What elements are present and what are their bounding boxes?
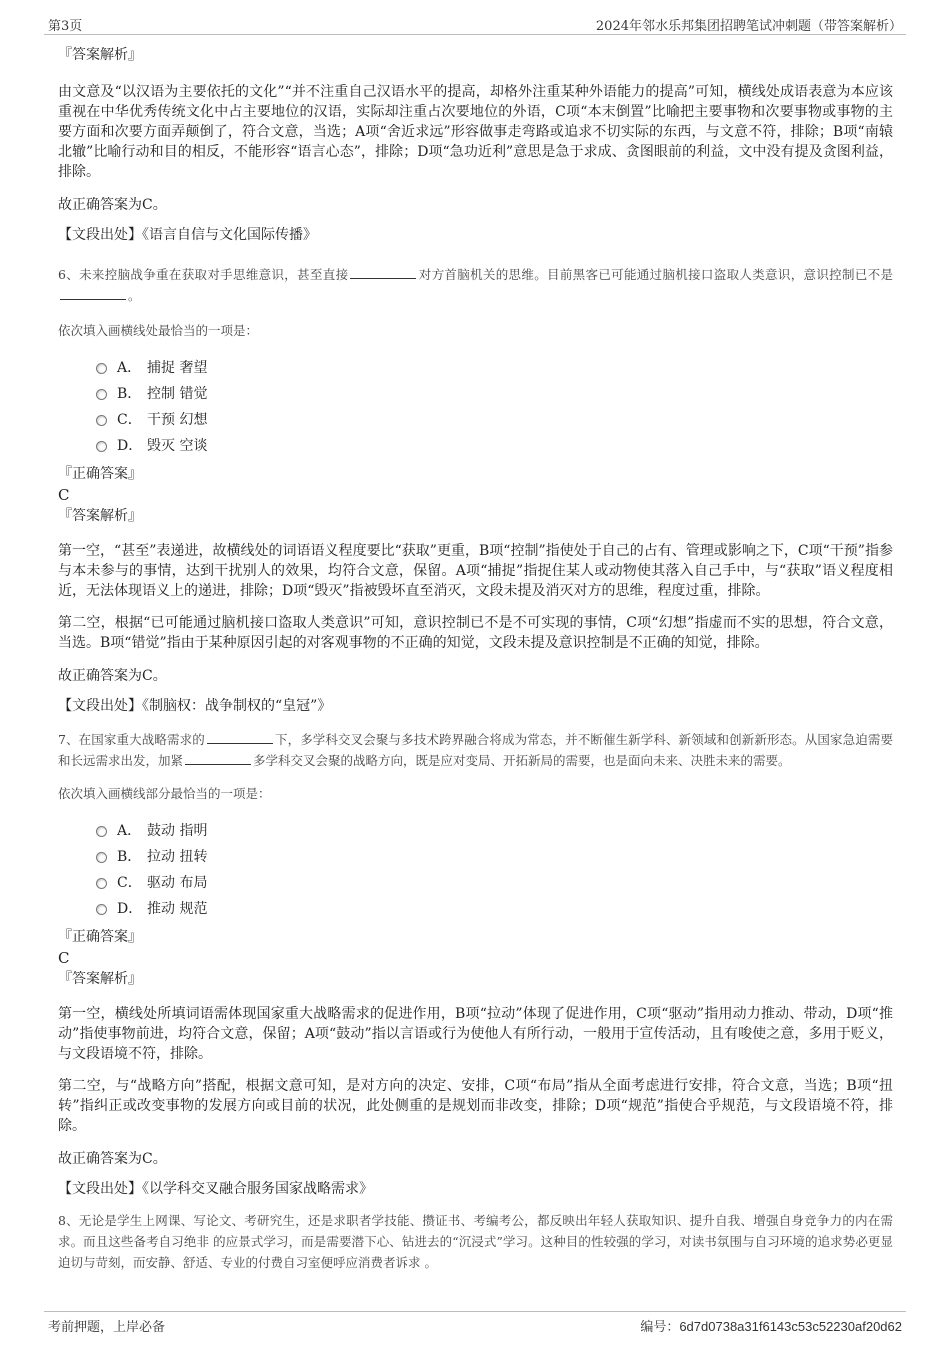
q7-analysis-label: 『答案解析』 (58, 971, 142, 987)
q5-analysis-text: 由文意及“以汉语为主要依托的文化”“并不注重自己汉语水平的提高，却格外注重某种外语能力的提高”可知，横线处成语表意为本应该重视在中华优秀传统文化中占主要地位的汉语，实际却注重占次要地位的外语，C项“本末倒置”比喻把主要事物和次要事物或事物的主要方面和次要方面弄颠倒了，符合文意，当选；A项“舍近求远”形容做事走弯路或追求不切实际的东西，与文意不符，排除；B项“南辕北辙”比喻行动和目的相反，不能形容“语言心态”，排除；D项“急功近利”意思是急于求成、贪图眼前的利益，文中没有提及贪图利益，排除。 (58, 84, 893, 180)
page-footer (44, 1311, 906, 1336)
q6-source: 【文段出处】《制脑权：战争制权的“皇冠”》 (58, 698, 332, 714)
q7-source: 【文段出处】《以学科交叉融合服务国家战略需求》 (58, 1181, 373, 1197)
radio-icon[interactable] (96, 363, 107, 374)
q7-correct-label: 『正确答案』 (58, 929, 142, 945)
q7-prompt: 依次填入画横线部分最恰当的一项是： (58, 786, 271, 801)
option-c[interactable]: C． 干预 幻想 (96, 407, 893, 433)
radio-icon[interactable] (96, 415, 107, 426)
option-a[interactable]: A． 捕捉 奢望 (96, 355, 893, 381)
q6-analysis-p2: 第二空，根据“已可能通过脑机接口盗取人类意识”可知，意识控制已不是不可实现的事情，C项“幻想”指虚而不实的思想，符合文意，当选。B项“错觉”指由于某种原因引起的对客观事物的不正确的知觉，文段未提及意识控制是不正确的知觉，排除。 (58, 615, 893, 651)
q6-stem: 6、未来控脑战争重在获取对手思维意识，甚至直接 对方首脑机关的思维。目前黑客已可能通过脑机接口盗取人类意识，意识控制已不是。 (58, 267, 893, 303)
q7-correct-answer: C (58, 949, 70, 967)
radio-icon[interactable] (96, 852, 107, 863)
q6-analysis-p1: 第一空，“甚至”表递进，故横线处的词语语义程度要比“获取”更重，B项“控制”指使处于自己的占有、管理或影响之下，C项“干预”指参与本未参与的事情，达到干扰别人的效果，均符合文意，保留。A项“捕捉”指捉住某人或动物使其落入自己手中，与“获取”语义程度相近，无法体现语义上的递进，排除；D项“毁灭”指被毁坏直至消灭，文段未提及消灭对方的思维，程度过重，排除。 (58, 543, 893, 599)
q6-prompt: 依次填入画横线处最恰当的一项是： (58, 323, 259, 338)
q7-options (96, 818, 893, 922)
document-body (58, 42, 893, 1273)
option-d[interactable]: D． 推动 规范 (96, 896, 893, 922)
footer-code: 编号：6d7d0738a31f6143c53c52230af20d62 (640, 1319, 902, 1335)
radio-icon[interactable] (96, 878, 107, 889)
document-title: 2024年邻水乐邦集团招聘笔试冲刺题（带答案解析） (595, 19, 902, 34)
page-number: 第3页 (48, 19, 83, 34)
blank-line (185, 752, 251, 765)
q6-correct-label: 『正确答案』 (58, 466, 142, 482)
q7-analysis-p1: 第一空，横线处所填词语需体现国家重大战略需求的促进作用，B项“拉动”体现了促进作用，C项“驱动”指用动力推动、带动，D项“推动”指使事物前进，均符合文意，保留；A项“鼓动”指以言语或行为使他人有所行动，一般用于宣传活动，且有唆使之意，多用于贬义，与文段语境不符，排除。 (58, 1006, 893, 1062)
radio-icon[interactable] (96, 904, 107, 915)
radio-icon[interactable] (96, 389, 107, 400)
q5-conclusion: 故正确答案为C。 (58, 197, 167, 213)
q7-analysis-p2: 第二空，与“战略方向”搭配，根据文意可知，是对方向的决定、安排，C项“布局”指从全面考虑进行安排，符合文意，当选；B项“扭转”指纠正或改变事物的发展方向或目前的状况，此处侧重的是规划而非改变，排除；D项“规范”指使合乎规范，与文段语境不符，排除。 (58, 1078, 893, 1134)
page-header (44, 12, 906, 35)
q7-stem: 7、在国家重大战略需求的 下，多学科交叉会聚与多技术跨界融合将成为常态，并不断催生新学科、新领域和创新新形态。从国家急迫需要和长远需求出发，加紧 多学科交叉会聚的战略方向，既是应对变局、开拓新局的需要，也是面向未来、决胜未来的需要。 (58, 732, 893, 768)
q8-stem: 8、无论是学生上网课、写论文、考研究生，还是求职者学技能、攒证书、考编考公，都反映出年轻人获取知识、提升自我、增强自身竞争力的内在需求。而且这些备考自习绝非 的应景式学习，而是需要潜下心、钻进去的“沉浸式”学习。这种目的性较强的学习，对读书氛围与自习环境的追求势必更显迫切与苛刻，而安静、舒适、专业的付费自习室便呼应消费者诉求 。 (58, 1213, 893, 1270)
radio-icon[interactable] (96, 441, 107, 452)
blank-line (60, 287, 126, 300)
option-b[interactable]: B． 控制 错觉 (96, 381, 893, 407)
q6-options (96, 355, 893, 459)
option-c[interactable]: C． 驱动 布局 (96, 870, 893, 896)
blank-line (207, 731, 273, 744)
option-a[interactable]: A． 鼓动 指明 (96, 818, 893, 844)
q5-analysis-label: 『答案解析』 (58, 47, 142, 63)
q5-source: 【文段出处】《语言自信与文化国际传播》 (58, 227, 317, 243)
blank-line (350, 266, 416, 279)
radio-icon[interactable] (96, 826, 107, 837)
q6-correct-answer: C (58, 486, 70, 504)
q6-conclusion: 故正确答案为C。 (58, 668, 167, 684)
footer-slogan: 考前押题，上岸必备 (48, 1320, 166, 1335)
q7-conclusion: 故正确答案为C。 (58, 1151, 167, 1167)
option-b[interactable]: B． 拉动 扭转 (96, 844, 893, 870)
option-d[interactable]: D． 毁灭 空谈 (96, 433, 893, 459)
q6-analysis-label: 『答案解析』 (58, 508, 142, 524)
